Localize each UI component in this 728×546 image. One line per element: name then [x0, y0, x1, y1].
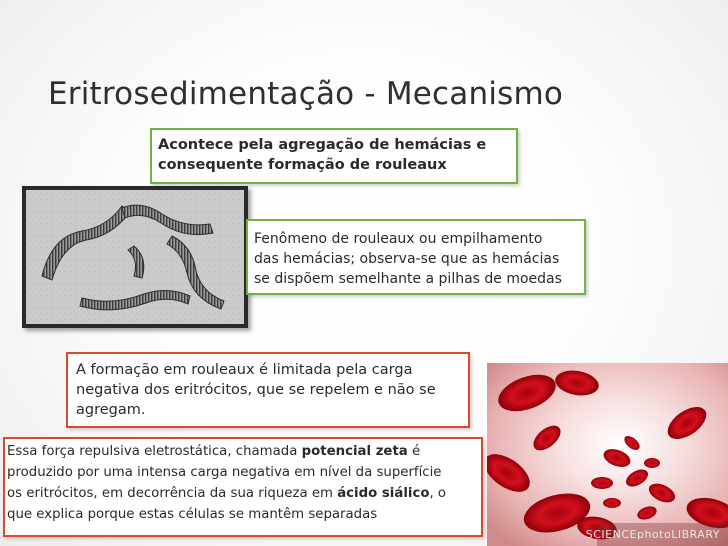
- red-blood-cells-photo: [487, 363, 728, 546]
- aggregation-line-1: Acontece pela agregação de hemácias e: [158, 137, 487, 153]
- zeta-line-1: [7, 441, 477, 462]
- phenomenon-line-1: [254, 229, 580, 249]
- charge-line-1b: rouleaux: [191, 362, 255, 378]
- aggregation-line-2b: rouleaux: [374, 157, 447, 173]
- rouleaux-micrograph: [22, 186, 248, 328]
- zeta-line-4: que explica porque estas células se mantêm separadas: [7, 507, 378, 522]
- phenomenon-line-2: das hemácias; observa-se que as hemácias: [254, 251, 560, 267]
- zeta-line-3b: ácido siálico: [337, 486, 430, 501]
- aggregation-line-2a: consequente formação de: [158, 157, 375, 173]
- rouleaux-phenomenon-textbox: [246, 219, 586, 295]
- charge-line-1c: é limitada pela carga: [254, 362, 413, 378]
- zeta-line-1c: é: [407, 444, 421, 459]
- charge-line-1: [76, 360, 464, 380]
- zeta-line-1a: Essa força repulsiva eletrostática, chamada: [7, 444, 302, 459]
- zeta-line-2: produzido por uma intensa carga negativa em nível da superfície: [7, 465, 442, 480]
- slide-title: Eritrosedimentação - Mecanismo: [48, 76, 564, 112]
- aggregation-line-2: [158, 155, 512, 175]
- zeta-potential-textbox: [3, 437, 483, 537]
- negative-charge-textbox: [66, 352, 470, 428]
- zeta-line-3a: os eritrócitos, em decorrência da sua riqueza em: [7, 486, 338, 501]
- charge-line-1a: A formação em: [76, 362, 192, 378]
- zeta-line-1b: potencial zeta: [301, 444, 408, 459]
- charge-line-3: agregam.: [76, 402, 146, 418]
- phenomenon-line-1a: Fenômeno de: [254, 231, 354, 247]
- phenomenon-line-1b: rouleaux: [353, 231, 415, 247]
- phenomenon-line-1c: ou empilhamento: [414, 231, 543, 247]
- charge-line-2: negativa dos eritrócitos, que se repelem e não se: [76, 382, 436, 398]
- phenomenon-line-3: se dispõem semelhante a pilhas de moedas: [254, 271, 562, 287]
- aggregation-textbox: [150, 128, 518, 184]
- zeta-line-3c: , o: [429, 486, 447, 501]
- photo-credit: SCIENCEphotoLIBRARY: [585, 528, 720, 541]
- zeta-line-3: [7, 483, 477, 504]
